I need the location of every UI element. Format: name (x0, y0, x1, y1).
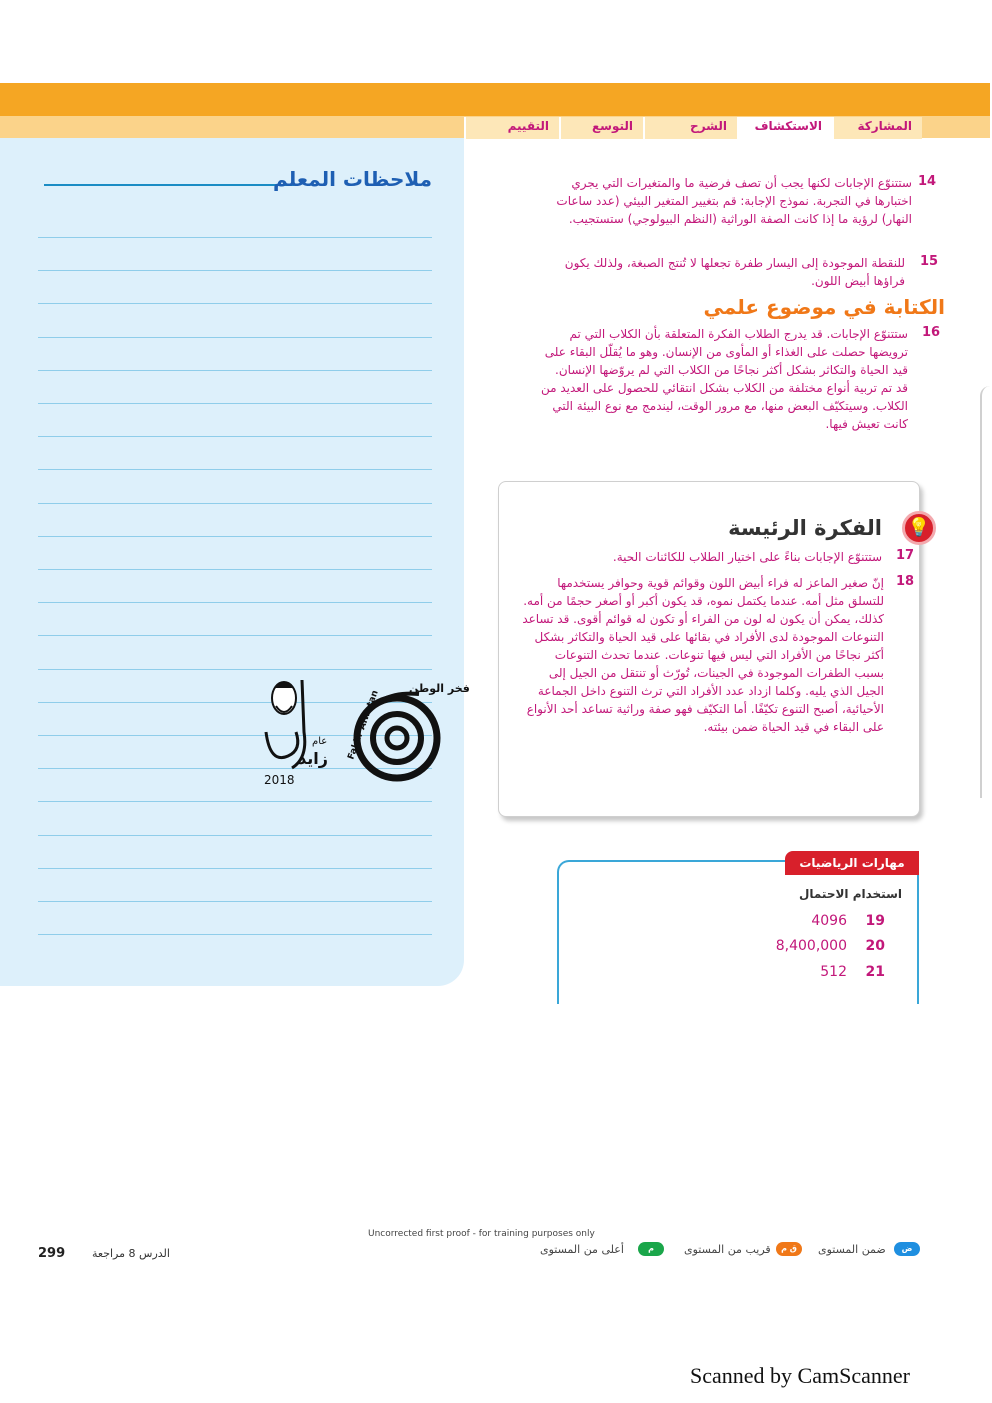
math-skills-badge: مهارات الرياضيات (785, 851, 919, 875)
tab-participation[interactable]: المشاركة (832, 117, 922, 139)
page-edge-shadow (980, 386, 990, 798)
scanner-watermark: Scanned by CamScanner (690, 1363, 910, 1388)
answer-16: ستتنوّع الإجابات. قد يدرج الطلاب الفكرة المتعلقة بأن الكلاب التي تم ترويضها حصلت على الغذاء أو المأوى من الإنسان. وهو ما يُقلّل البقاء على قيد الحياة والتكاثر بشكل أكثر نجاحًا من الكلاب التي لم يروّضها الإنسان. قد تم تربية أنواع مختلفة من الكلاب بشكل انتقائي للحصول على العديد من الكلاب. وسيتكيّف البعض منها، مع مرور الوقت، ليندمج مع نوع البيئة التي كانت تعيش فيها. (540, 327, 908, 431)
zayed-year-stamp (262, 672, 342, 790)
notes-title: ملاحظات المعلم (273, 167, 432, 191)
math-row (720, 913, 885, 933)
notes-rule-line (38, 237, 432, 238)
notes-rule-line (38, 303, 432, 304)
section-title-science-writing: الكتابة في موضوع علمي (703, 295, 945, 319)
main-idea-title: الفكرة الرئيسة (728, 516, 882, 540)
notes-rule-line (38, 270, 432, 271)
question-number-18: 18 (896, 574, 915, 589)
level-badge-icon: ض (894, 1242, 920, 1256)
math-answer: 8,400,000 (775, 938, 847, 954)
lesson-tabs (464, 117, 922, 139)
answer-14: ستتنوّع الإجابات لكنها يجب أن تصف فرضية ما والمتغيرات التي يجري اختبارها في التجربة. نموذج الإجابة: قم بتغيير المتغير البيئي (عدد ساعات النهار) لرؤية ما إذا كانت الصفة الوراثية (النظم البيولوجي) ستستجيب. (556, 176, 912, 226)
zayed-year: 2018 (264, 773, 295, 787)
notes-rule-line (38, 635, 432, 636)
math-skills-subtitle: استخدام الاحتمال (798, 887, 902, 901)
level-above: أعلى من المستوى (540, 1243, 624, 1256)
question-number-15: 15 (920, 254, 939, 269)
level-within: ضمن المستوى (818, 1243, 886, 1256)
question-number-14: 14 (918, 174, 937, 189)
notes-rule-line (38, 503, 432, 504)
notes-rule-line (38, 602, 432, 603)
fakhr-alwatan-logo (345, 668, 470, 782)
lightbulb-icon: 💡 (902, 511, 936, 545)
math-answer: 512 (820, 964, 847, 980)
math-question-number: 20 (865, 938, 885, 954)
fakhr-latin-text: Fakhr Alwatan (346, 689, 381, 762)
math-row (720, 938, 885, 958)
answer-15: للنقطة الموجودة إلى اليسار طفرة تجعلها لا تُنتج الصبغة، ولذلك يكون فراؤها أبيض اللون. (564, 256, 905, 288)
teacher-notes-panel (0, 138, 464, 986)
math-row (720, 964, 885, 984)
fakhr-arabic-text: فخر الوطن (409, 682, 470, 695)
level-badge-icon: م (638, 1242, 664, 1256)
notes-rule-line (38, 536, 432, 537)
tab-extension[interactable]: التوسع (559, 117, 643, 139)
question-number-16: 16 (922, 325, 941, 340)
notes-rule-line (38, 934, 432, 935)
math-answer: 4096 (811, 913, 847, 929)
notes-rule-line (38, 436, 432, 437)
notes-rule-line (38, 337, 432, 338)
math-question-number: 19 (865, 913, 885, 929)
level-badge-icon: ق م (776, 1242, 802, 1256)
zayed-caption: عام (312, 736, 328, 747)
page-number: 299 (38, 1246, 66, 1261)
math-question-number: 21 (865, 964, 885, 980)
header-band (0, 83, 990, 116)
level-near: قريب من المستوى (684, 1243, 771, 1256)
notes-title-underline (44, 184, 294, 186)
tab-evaluation[interactable]: التقييم (464, 117, 559, 139)
notes-rule-line (38, 901, 432, 902)
notes-rule-line (38, 868, 432, 869)
notes-rule-line (38, 801, 432, 802)
notes-rule-line (38, 569, 432, 570)
notes-rule-line (38, 403, 432, 404)
answer-17: ستتنوّع الإجابات بناءً على اختيار الطلاب للكائنات الحية. (612, 550, 882, 564)
proof-note: Uncorrected first proof - for training purposes only (368, 1229, 595, 1239)
notes-rule-line (38, 835, 432, 836)
tab-exploration[interactable]: الاستكشاف (737, 117, 832, 139)
zayed-name: زايد (298, 749, 328, 768)
question-number-17: 17 (896, 548, 915, 563)
notes-rule-line (38, 370, 432, 371)
answer-18: إنّ صغير الماعز له فراء أبيض اللون وقوائم قوية وحوافر يستخدمها للتسلق مثل أمه. عندما يكتمل نموه، قد يكون أكبر أو أصغر حجمًا من أمه. كذلك، يمكن أن يكون له لون من الفراء أو تكون له قوائم أقوى. قد تساعد التنوعات الموجودة لدى الأفراد في بقائها على قيد الحياة والتكاثر بشكل أكثر نجاحًا من الأفراد التي ليس فيها تنوعات. عندما تحدث التنوعات بسبب الطفرات الموجودة في الجينات، تُورّث أو تنتقل من الجيل إلى الجيل الذي يليه. وكلما ازداد عدد الأفراد التي ترث التنوع داخل الجماعة الأحيائية، أصبح التنوع تكيّفًا. أما التكيّف فهو صفة وراثية تساعد أحد الأنواع على البقاء في قيد الحياة ضمن بيئته. (522, 576, 884, 734)
lesson-label: الدرس 8 مراجعة (92, 1247, 170, 1260)
tab-explanation[interactable]: الشرح (643, 117, 737, 139)
notes-rule-line (38, 469, 432, 470)
